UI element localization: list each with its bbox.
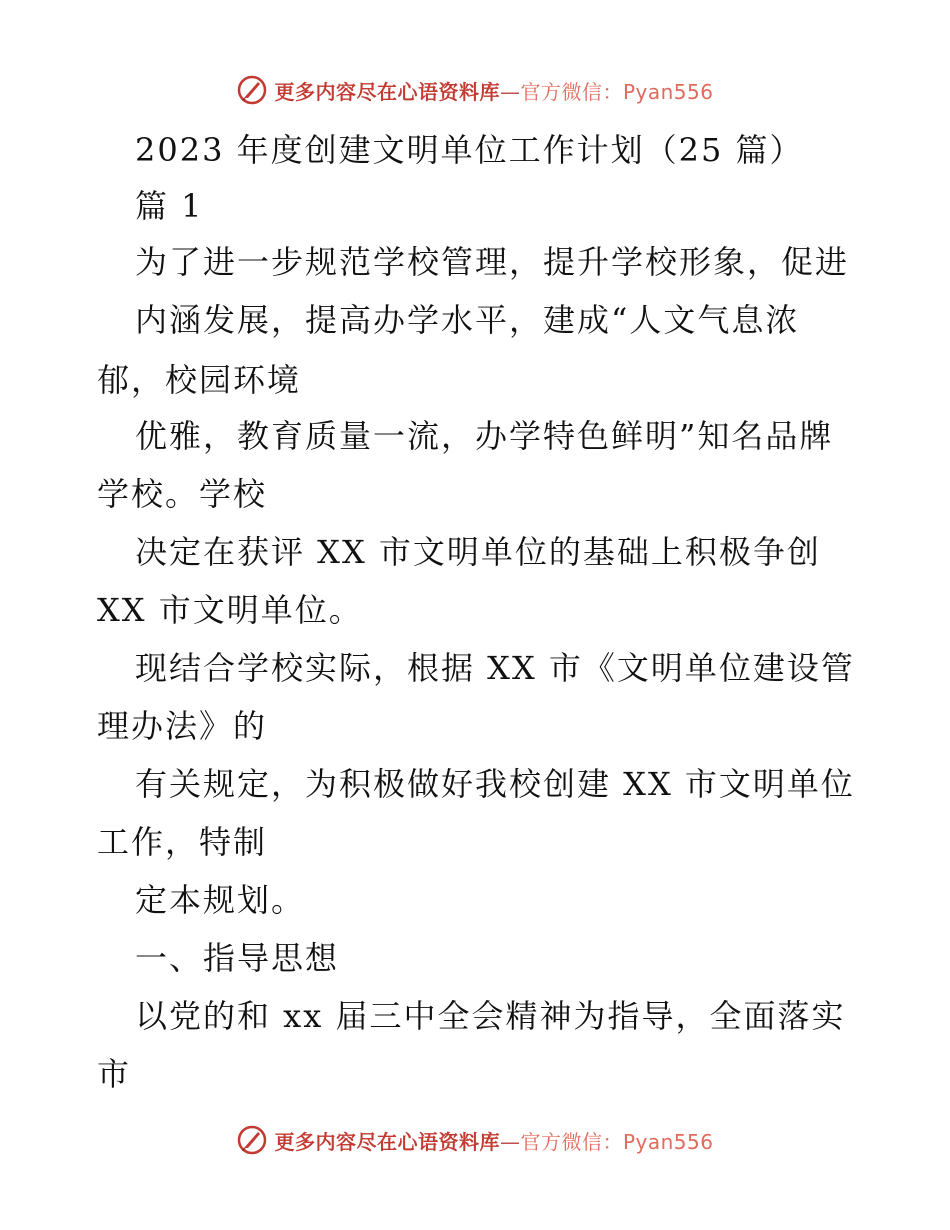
text-line: 市	[97, 1055, 132, 1093]
quill-logo-icon	[236, 1124, 268, 1156]
section-heading: 篇 1	[135, 187, 204, 225]
text-line: 为了进一步规范学校管理，提升学校形象，促进	[135, 243, 850, 281]
text-line: 学校。学校	[97, 475, 268, 513]
watermark-wechat: 官方微信：Pyan556	[520, 1129, 714, 1154]
header-watermark-banner	[0, 70, 950, 110]
text-line: 理办法》的	[97, 707, 268, 745]
section-heading: 一、指导思想	[135, 939, 340, 977]
text-line: XX 市文明单位。	[97, 591, 363, 629]
text-line: 内涵发展，提高办学水平，建成“人文气息浓	[135, 301, 800, 339]
text-line: 有关规定，为积极做好我校创建 XX 市文明单位	[135, 765, 855, 803]
text-line: 优雅，教育质量一流，办学特色鲜明”知名品牌	[135, 417, 834, 455]
text-line: 定本规划。	[135, 881, 306, 919]
text-line: 工作，特制	[97, 823, 268, 861]
footer-watermark-banner	[0, 1120, 950, 1160]
text-line: 以党的和 xx 届三中全会精神为指导，全面落实	[135, 997, 846, 1035]
watermark-text	[274, 76, 713, 105]
watermark-library-name: 更多内容尽在心语资料库	[274, 1129, 500, 1154]
watermark-library-name: 更多内容尽在心语资料库	[274, 79, 500, 104]
document-title: 2023 年度创建文明单位工作计划（25 篇）	[135, 131, 804, 169]
text-line: 决定在获评 XX 市文明单位的基础上积极争创	[135, 533, 821, 571]
text-line: 郁，校园环境	[97, 361, 302, 399]
watermark-text	[274, 1126, 713, 1155]
watermark-wechat: 官方微信：Pyan556	[520, 79, 714, 104]
watermark-dash: —	[499, 79, 521, 104]
quill-logo-icon	[236, 74, 268, 106]
watermark-dash: —	[499, 1129, 521, 1154]
text-line: 现结合学校实际，根据 XX 市《文明单位建设管	[135, 649, 855, 687]
